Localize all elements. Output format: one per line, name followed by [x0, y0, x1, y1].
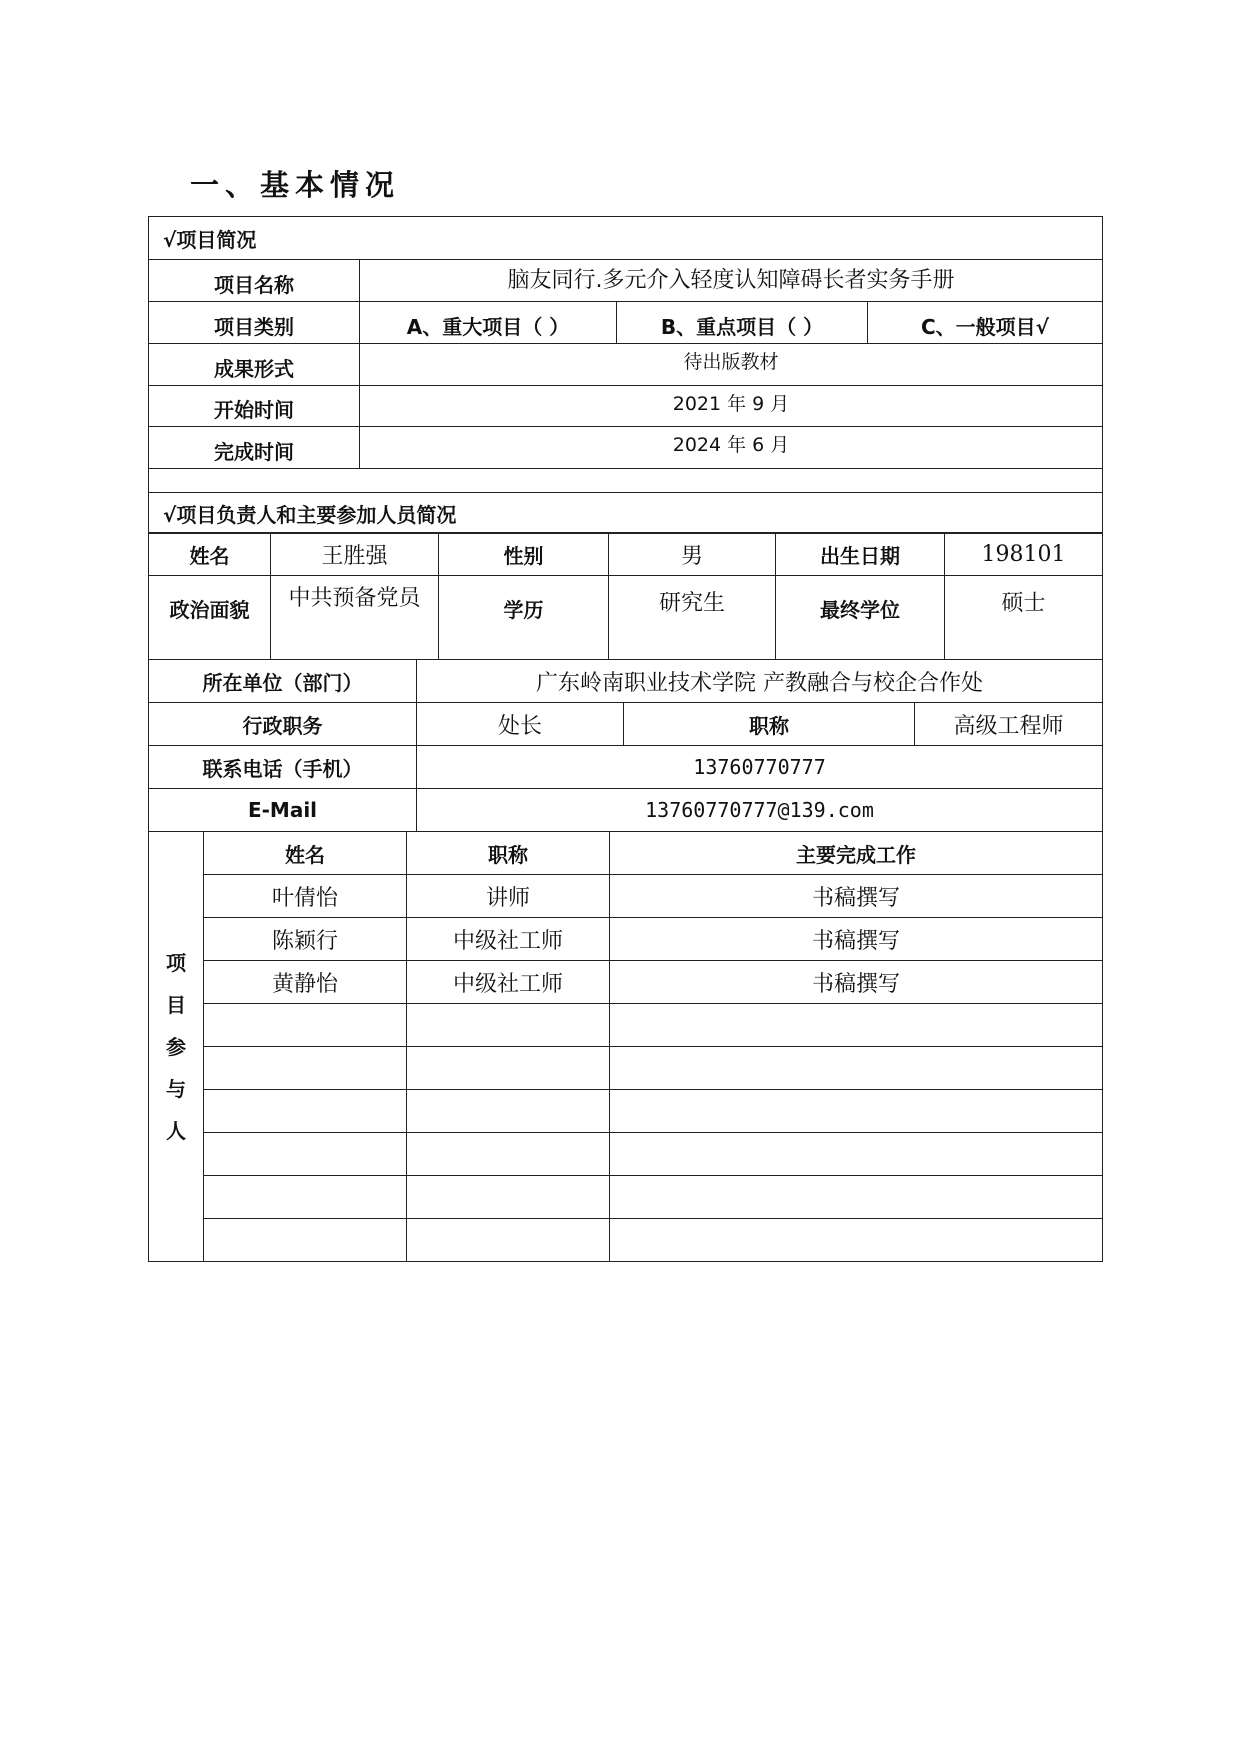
participant-title: [407, 1090, 610, 1133]
participant-row-empty: [149, 1047, 1103, 1090]
participant-work: [610, 1004, 1103, 1047]
section-heading: 一、基本情况: [190, 168, 401, 202]
start-time-value: 2021 年 9 月: [360, 386, 1103, 427]
category-option-major: A、重大项目（ ）: [360, 302, 617, 344]
participant-row-empty: [149, 1090, 1103, 1133]
participant-name: 叶倩怡: [204, 875, 407, 918]
phone-value: 13760770777: [417, 746, 1103, 789]
education-label: 学历: [439, 576, 609, 660]
admin-position-label: 行政职务: [149, 703, 417, 746]
spacer-row: [149, 469, 1103, 493]
participant-work: 书稿撰写: [610, 918, 1103, 961]
participant-name: [204, 1004, 407, 1047]
degree-value: 硕士: [945, 576, 1103, 660]
gender-value: 男: [609, 533, 776, 576]
participant-name: 黄静怡: [204, 961, 407, 1004]
participant-work: [610, 1090, 1103, 1133]
birth-date-value: 198101: [945, 533, 1103, 576]
admin-position-value: 处长: [417, 703, 624, 746]
project-name-label: 项目名称: [149, 260, 360, 302]
unit-value: 广东岭南职业技术学院 产教融合与校企合作处: [417, 660, 1103, 703]
participant-work: 书稿撰写: [610, 875, 1103, 918]
participant-work: 书稿撰写: [610, 961, 1103, 1004]
political-status-label: 政治面貌: [149, 576, 271, 660]
degree-label: 最终学位: [776, 576, 945, 660]
project-section-title: √项目简况: [149, 217, 1103, 260]
participant-work: [610, 1176, 1103, 1219]
participant-name: 陈颖行: [204, 918, 407, 961]
participants-header-work: 主要完成工作: [610, 832, 1103, 875]
participant-name: [204, 1090, 407, 1133]
unit-label: 所在单位（部门）: [149, 660, 417, 703]
participant-title: [407, 1176, 610, 1219]
project-overview-table: [148, 216, 1103, 534]
participants-header-name: 姓名: [204, 832, 407, 875]
participant-title: 中级社工师: [407, 961, 610, 1004]
end-time-value: 2024 年 6 月: [360, 427, 1103, 469]
participants-header-title: 职称: [407, 832, 610, 875]
professional-title-value: 高级工程师: [915, 703, 1103, 746]
gender-label: 性别: [439, 533, 609, 576]
start-time-label: 开始时间: [149, 386, 360, 427]
category-option-key: B、重点项目（ ）: [617, 302, 868, 344]
email-value: 13760770777@139.com: [417, 789, 1103, 832]
participant-row-empty: [149, 1176, 1103, 1219]
leader-section-title: √项目负责人和主要参加人员简况: [149, 493, 1103, 534]
professional-title-label: 职称: [624, 703, 915, 746]
political-status-value: 中共预备党员: [271, 576, 439, 660]
end-time-label: 完成时间: [149, 427, 360, 469]
leader-name-value: 王胜强: [271, 533, 439, 576]
participant-title: [407, 1047, 610, 1090]
participant-name: [204, 1133, 407, 1176]
phone-label: 联系电话（手机）: [149, 746, 417, 789]
participant-name: [204, 1047, 407, 1090]
email-label: E-Mail: [149, 789, 417, 832]
participant-work: [610, 1219, 1103, 1262]
leader-info-table: [148, 532, 1103, 660]
participant-title: [407, 1219, 610, 1262]
participant-work: [610, 1047, 1103, 1090]
participant-title: [407, 1133, 610, 1176]
participant-row-empty: [149, 1133, 1103, 1176]
participant-row-empty: [149, 1004, 1103, 1047]
participant-row-empty: [149, 1219, 1103, 1262]
participant-name: [204, 1176, 407, 1219]
participants-side-label: 项目参与人: [149, 832, 204, 1262]
education-value: 研究生: [609, 576, 776, 660]
participant-title: 中级社工师: [407, 918, 610, 961]
participant-row: [149, 875, 1103, 918]
participant-row: [149, 918, 1103, 961]
participant-title: [407, 1004, 610, 1047]
project-name-value: 脑友同行.多元介入轻度认知障碍长者实务手册: [360, 260, 1103, 302]
participant-name: [204, 1219, 407, 1262]
participant-row: [149, 961, 1103, 1004]
participant-work: [610, 1133, 1103, 1176]
leader-name-label: 姓名: [149, 533, 271, 576]
participant-title: 讲师: [407, 875, 610, 918]
birth-date-label: 出生日期: [776, 533, 945, 576]
result-form-value: 待出版教材: [360, 344, 1103, 386]
result-form-label: 成果形式: [149, 344, 360, 386]
leader-contact-table: [148, 659, 1103, 832]
project-category-label: 项目类别: [149, 302, 360, 344]
category-option-general: C、一般项目√: [868, 302, 1103, 344]
participants-table: [148, 831, 1103, 1262]
